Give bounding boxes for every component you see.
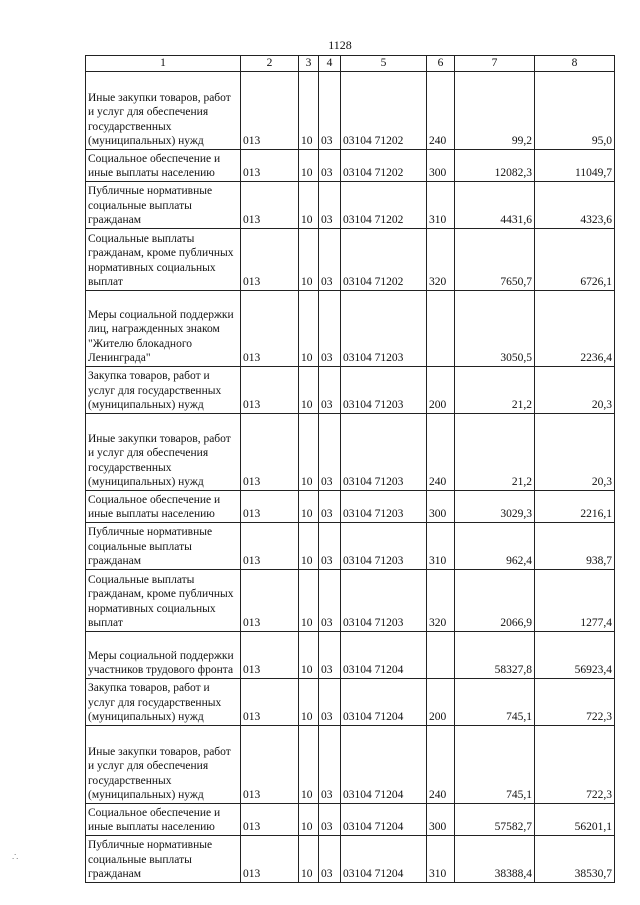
column-header-5: 5 xyxy=(341,56,427,72)
row-col5-cell: 03104 71204 xyxy=(341,725,427,803)
row-col4-cell: 03 xyxy=(319,366,341,413)
row-col6-cell: 320 xyxy=(427,569,455,631)
row-name-cell: Меры социальной поддержки лиц, награжденных знаком "Жителю блокадного Ленинграда" xyxy=(86,290,241,366)
row-col7-cell: 38388,4 xyxy=(455,835,535,882)
row-col6-cell xyxy=(427,631,455,678)
row-col2-cell: 013 xyxy=(241,522,299,569)
row-name-cell: Иные закупки товаров, работ и услуг для обеспечения государственных (муниципальных) нужд xyxy=(86,413,241,490)
row-col5-cell: 03104 71202 xyxy=(341,71,427,149)
row-col5-cell: 03104 71204 xyxy=(341,835,427,882)
table-row xyxy=(86,290,615,366)
row-name-cell: Социальные выплаты гражданам, кроме публичных нормативных социальных выплат xyxy=(86,228,241,290)
table-row xyxy=(86,678,615,725)
row-name-cell: Публичные нормативные социальные выплаты гражданам xyxy=(86,835,241,882)
column-header-7: 7 xyxy=(455,56,535,72)
row-col5-cell: 03104 71203 xyxy=(341,290,427,366)
row-col5-cell: 03104 71203 xyxy=(341,569,427,631)
margin-mark: ∴ xyxy=(12,852,19,863)
row-col4-cell: 03 xyxy=(319,490,341,522)
row-col4-cell: 03 xyxy=(319,149,341,181)
row-col6-cell: 300 xyxy=(427,149,455,181)
row-col6-cell: 300 xyxy=(427,490,455,522)
row-col3-cell: 10 xyxy=(299,569,319,631)
row-col2-cell: 013 xyxy=(241,228,299,290)
row-name-cell: Иные закупки товаров, работ и услуг для обеспечения государственных (муниципальных) нужд xyxy=(86,725,241,803)
row-col2-cell: 013 xyxy=(241,290,299,366)
column-header-8: 8 xyxy=(535,56,615,72)
row-col3-cell: 10 xyxy=(299,631,319,678)
row-name-cell: Социальное обеспечение и иные выплаты населению xyxy=(86,490,241,522)
table-row xyxy=(86,522,615,569)
header-row xyxy=(86,56,615,72)
table-row xyxy=(86,228,615,290)
row-col8-cell: 6726,1 xyxy=(535,228,615,290)
table-row xyxy=(86,725,615,803)
row-col7-cell: 3029,3 xyxy=(455,490,535,522)
row-col4-cell: 03 xyxy=(319,522,341,569)
row-name-cell: Закупка товаров, работ и услуг для государственных (муниципальных) нужд xyxy=(86,366,241,413)
row-col2-cell: 013 xyxy=(241,725,299,803)
row-col5-cell: 03104 71204 xyxy=(341,678,427,725)
row-col3-cell: 10 xyxy=(299,366,319,413)
row-col7-cell: 745,1 xyxy=(455,678,535,725)
row-col2-cell: 013 xyxy=(241,413,299,490)
table-row xyxy=(86,803,615,835)
row-col5-cell: 03104 71204 xyxy=(341,803,427,835)
row-col2-cell: 013 xyxy=(241,490,299,522)
column-header-1: 1 xyxy=(86,56,241,72)
row-col2-cell: 013 xyxy=(241,71,299,149)
row-col4-cell: 03 xyxy=(319,678,341,725)
budget-table xyxy=(85,55,615,883)
table-row xyxy=(86,181,615,228)
row-col7-cell: 962,4 xyxy=(455,522,535,569)
row-col7-cell: 3050,5 xyxy=(455,290,535,366)
row-col2-cell: 013 xyxy=(241,569,299,631)
row-col6-cell: 200 xyxy=(427,678,455,725)
row-col7-cell: 4431,6 xyxy=(455,181,535,228)
row-col7-cell: 745,1 xyxy=(455,725,535,803)
row-col8-cell: 20,3 xyxy=(535,366,615,413)
table-row xyxy=(86,71,615,149)
row-col7-cell: 12082,3 xyxy=(455,149,535,181)
row-col8-cell: 1277,4 xyxy=(535,569,615,631)
row-col6-cell: 240 xyxy=(427,71,455,149)
row-col3-cell: 10 xyxy=(299,522,319,569)
row-col5-cell: 03104 71202 xyxy=(341,181,427,228)
row-col4-cell: 03 xyxy=(319,228,341,290)
row-col3-cell: 10 xyxy=(299,149,319,181)
row-col7-cell: 21,2 xyxy=(455,413,535,490)
row-col6-cell: 300 xyxy=(427,803,455,835)
row-col8-cell: 38530,7 xyxy=(535,835,615,882)
row-col4-cell: 03 xyxy=(319,569,341,631)
row-col2-cell: 013 xyxy=(241,678,299,725)
row-col4-cell: 03 xyxy=(319,725,341,803)
row-col2-cell: 013 xyxy=(241,835,299,882)
row-col8-cell: 11049,7 xyxy=(535,149,615,181)
row-col7-cell: 21,2 xyxy=(455,366,535,413)
row-col3-cell: 10 xyxy=(299,803,319,835)
row-col6-cell xyxy=(427,290,455,366)
row-col6-cell: 240 xyxy=(427,725,455,803)
row-col3-cell: 10 xyxy=(299,181,319,228)
table-row xyxy=(86,366,615,413)
row-col8-cell: 938,7 xyxy=(535,522,615,569)
row-col5-cell: 03104 71204 xyxy=(341,631,427,678)
row-col2-cell: 013 xyxy=(241,181,299,228)
row-col5-cell: 03104 71203 xyxy=(341,522,427,569)
row-col4-cell: 03 xyxy=(319,290,341,366)
row-col6-cell: 310 xyxy=(427,835,455,882)
row-col4-cell: 03 xyxy=(319,803,341,835)
table-row xyxy=(86,149,615,181)
row-col3-cell: 10 xyxy=(299,490,319,522)
row-col8-cell: 2216,1 xyxy=(535,490,615,522)
table-body xyxy=(86,71,615,882)
table-row xyxy=(86,631,615,678)
table-row xyxy=(86,490,615,522)
row-col5-cell: 03104 71203 xyxy=(341,490,427,522)
row-name-cell: Социальное обеспечение и иные выплаты населению xyxy=(86,149,241,181)
column-header-3: 3 xyxy=(299,56,319,72)
row-col4-cell: 03 xyxy=(319,631,341,678)
row-col8-cell: 56923,4 xyxy=(535,631,615,678)
row-col3-cell: 10 xyxy=(299,835,319,882)
row-name-cell: Публичные нормативные социальные выплаты гражданам xyxy=(86,522,241,569)
row-col3-cell: 10 xyxy=(299,290,319,366)
column-header-6: 6 xyxy=(427,56,455,72)
row-col7-cell: 57582,7 xyxy=(455,803,535,835)
row-col6-cell: 320 xyxy=(427,228,455,290)
column-header-4: 4 xyxy=(319,56,341,72)
row-col2-cell: 013 xyxy=(241,631,299,678)
row-name-cell: Публичные нормативные социальные выплаты гражданам xyxy=(86,181,241,228)
row-name-cell: Иные закупки товаров, работ и услуг для обеспечения государственных (муниципальных) нужд xyxy=(86,71,241,149)
row-col5-cell: 03104 71202 xyxy=(341,149,427,181)
row-col7-cell: 99,2 xyxy=(455,71,535,149)
row-col8-cell: 20,3 xyxy=(535,413,615,490)
row-col3-cell: 10 xyxy=(299,413,319,490)
row-col2-cell: 013 xyxy=(241,803,299,835)
row-col3-cell: 10 xyxy=(299,71,319,149)
table-row xyxy=(86,569,615,631)
row-col5-cell: 03104 71203 xyxy=(341,413,427,490)
row-col7-cell: 7650,7 xyxy=(455,228,535,290)
column-header-2: 2 xyxy=(241,56,299,72)
row-col8-cell: 722,3 xyxy=(535,725,615,803)
row-col3-cell: 10 xyxy=(299,725,319,803)
row-col5-cell: 03104 71202 xyxy=(341,228,427,290)
row-col8-cell: 2236,4 xyxy=(535,290,615,366)
row-col6-cell: 310 xyxy=(427,522,455,569)
row-col5-cell: 03104 71203 xyxy=(341,366,427,413)
row-col8-cell: 4323,6 xyxy=(535,181,615,228)
row-col8-cell: 56201,1 xyxy=(535,803,615,835)
row-col4-cell: 03 xyxy=(319,71,341,149)
row-col7-cell: 2066,9 xyxy=(455,569,535,631)
row-col7-cell: 58327,8 xyxy=(455,631,535,678)
row-col4-cell: 03 xyxy=(319,181,341,228)
row-col6-cell: 240 xyxy=(427,413,455,490)
row-name-cell: Социальные выплаты гражданам, кроме публичных нормативных социальных выплат xyxy=(86,569,241,631)
page-number: 1128 xyxy=(328,38,352,52)
row-col6-cell: 200 xyxy=(427,366,455,413)
row-col3-cell: 10 xyxy=(299,678,319,725)
row-col8-cell: 722,3 xyxy=(535,678,615,725)
row-name-cell: Закупка товаров, работ и услуг для государственных (муниципальных) нужд xyxy=(86,678,241,725)
row-col3-cell: 10 xyxy=(299,228,319,290)
table-row xyxy=(86,835,615,882)
row-col2-cell: 013 xyxy=(241,149,299,181)
table-row xyxy=(86,413,615,490)
row-name-cell: Меры социальной поддержки участников трудового фронта xyxy=(86,631,241,678)
row-col4-cell: 03 xyxy=(319,835,341,882)
row-col6-cell: 310 xyxy=(427,181,455,228)
row-col8-cell: 95,0 xyxy=(535,71,615,149)
row-col2-cell: 013 xyxy=(241,366,299,413)
row-name-cell: Социальное обеспечение и иные выплаты населению xyxy=(86,803,241,835)
row-col4-cell: 03 xyxy=(319,413,341,490)
